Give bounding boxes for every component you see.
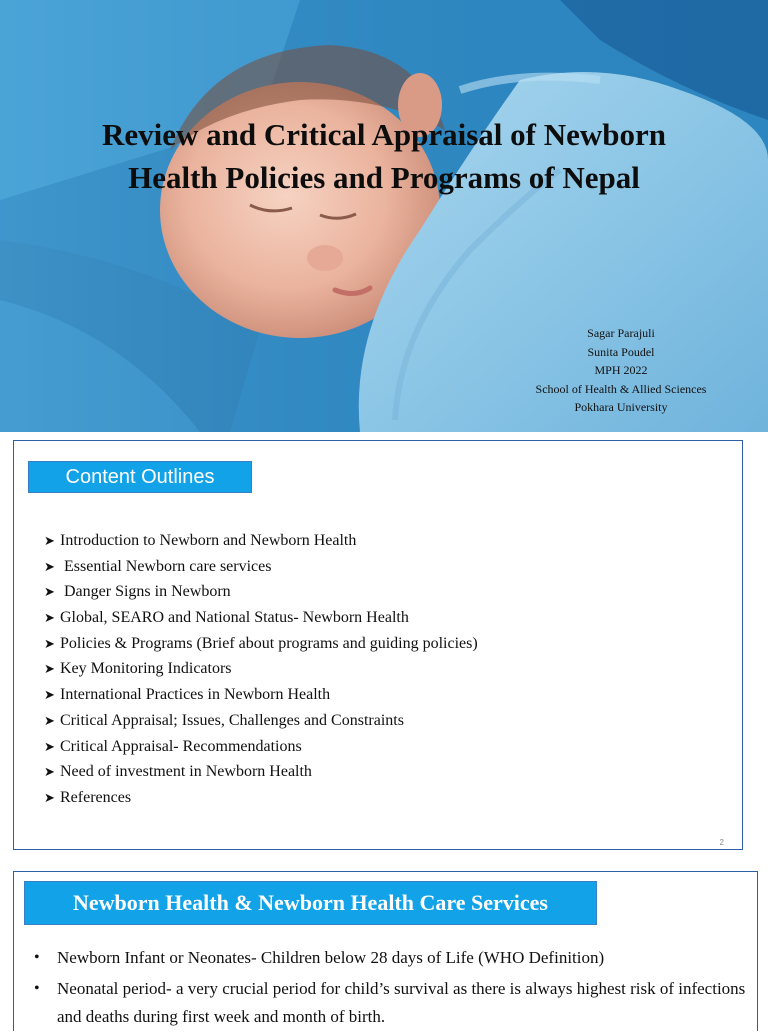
outline-item: ➤ International Practices in Newborn Health [44, 682, 478, 708]
outline-item: ➤ Introduction to Newborn and Newborn Health [44, 528, 478, 554]
outline-item: ➤ Critical Appraisal- Recommendations [44, 734, 478, 760]
title-line-2: Health Policies and Programs of Nepal [128, 160, 640, 195]
outline-heading: Content Outlines [28, 461, 252, 493]
bullet-dot-icon: • [34, 980, 40, 997]
arrow-bullet-icon: ➤ [44, 558, 55, 574]
author-name: Sunita Poudel [587, 344, 655, 359]
arrow-bullet-icon: ➤ [44, 738, 55, 754]
program-label: MPH 2022 [594, 363, 648, 377]
bullet-dot-icon: • [34, 949, 40, 966]
arrow-bullet-icon: ➤ [44, 584, 55, 600]
list-item: • Newborn Infant or Neonates- Children below 28 days of Life (WHO Definition) [32, 944, 752, 972]
arrow-bullet-icon: ➤ [44, 610, 55, 626]
newborn-health-slide [13, 871, 758, 1031]
outline-item: ➤ Policies & Programs (Brief about programs and guiding policies) [44, 631, 478, 657]
title-slide [0, 0, 768, 432]
outline-item: ➤ Need of investment in Newborn Health [44, 759, 478, 785]
outline-item: ➤ Critical Appraisal; Issues, Challenges and Constraints [44, 708, 478, 734]
arrow-bullet-icon: ➤ [44, 789, 55, 805]
content-outline-slide [13, 440, 743, 850]
arrow-bullet-icon: ➤ [44, 635, 55, 651]
outline-item: ➤ Danger Signs in Newborn [44, 579, 478, 605]
university-name: Pokhara University [574, 400, 668, 414]
author-block [500, 324, 742, 417]
presentation-title [0, 113, 768, 199]
school-name: School of Health & Allied Sciences [535, 381, 707, 396]
page-number: 2 [719, 838, 724, 847]
arrow-bullet-icon: ➤ [44, 764, 55, 780]
arrow-bullet-icon: ➤ [44, 661, 55, 677]
author-name: Sagar Parajuli [587, 326, 655, 340]
arrow-bullet-icon: ➤ [44, 533, 55, 548]
outline-item: ➤ Essential Newborn care services [44, 554, 478, 580]
list-item: • Neonatal period- a very crucial period for child’s survival as there is always highest risk of infections and deaths during first week and month of birth. [32, 975, 752, 1031]
slide-heading: Newborn Health & Newborn Health Care Services [24, 881, 597, 925]
outline-list [44, 528, 478, 811]
outline-item: ➤ Key Monitoring Indicators [44, 656, 478, 682]
title-line-1: Review and Critical Appraisal of Newborn [101, 117, 666, 152]
bullet-list [32, 944, 752, 1034]
arrow-bullet-icon: ➤ [44, 712, 55, 728]
arrow-bullet-icon: ➤ [44, 687, 55, 703]
outline-item: ➤ Global, SEARO and National Status- Newborn Health [44, 605, 478, 631]
outline-item: ➤ References [44, 785, 478, 811]
